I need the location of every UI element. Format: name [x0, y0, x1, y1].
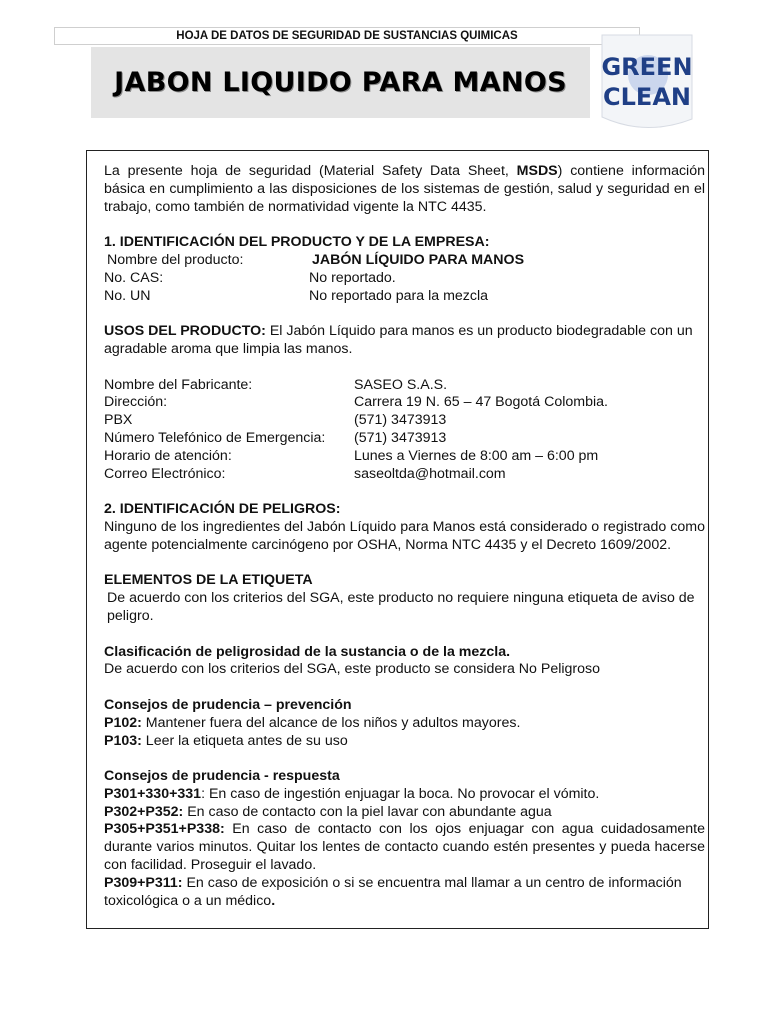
product-uses: USOS DEL PRODUCTO: El Jabón Líquido para manos es un producto biodegradable con un agradable aroma que limpia las manos.	[104, 323, 693, 357]
safety-sheet-content	[86, 150, 709, 929]
intro-paragraph: La presente hoja de seguridad (Material Safety Data Sheet, MSDS) contiene información básica en cumplimiento a las disposiciones de los sistemas de gestión, salud y seguridad en el trabajo, como también de normatividad vigente la NTC 4435.	[104, 163, 705, 215]
green-clean-logo	[596, 33, 696, 129]
prevention-item: P103: Leer la etiqueta antes de su uso	[104, 732, 348, 749]
section1-heading: 1. IDENTIFICACIÓN DEL PRODUCTO Y DE LA EMPRESA:	[104, 234, 490, 251]
product-title: JABON LIQUIDO PARA MANOS	[114, 67, 567, 98]
product-name-value: JABÓN LÍQUIDO PARA MANOS	[312, 251, 525, 268]
document-top-title: HOJA DE DATOS DE SEGURIDAD DE SUSTANCIAS QUIMICAS	[54, 27, 640, 45]
response-heading: Consejos de prudencia - respuesta	[104, 768, 340, 785]
manufacturer-row: Nombre del Fabricante: SASEO S.A.S.	[104, 376, 448, 393]
logo-line2: CLEAN	[603, 83, 691, 111]
response-item: P301+330+331: En caso de ingestión enjuagar la boca. No provocar el vómito.	[104, 785, 600, 802]
logo-line1: GREEN	[601, 53, 693, 81]
product-title-band	[91, 47, 590, 118]
product-name-label: Nombre del producto:	[107, 251, 244, 268]
un-value: No reportado para la mezcla	[309, 287, 489, 304]
cas-label: No. CAS:	[104, 269, 164, 286]
prevention-heading: Consejos de prudencia – prevención	[104, 696, 352, 713]
section2-text: Ninguno de los ingredientes del Jabón Líquido para Manos está considerado o registrado como agente potencialmente carcinógeno por OSHA, Norma NTC 4435 y el Decreto 1609/2002.	[104, 518, 705, 553]
section2-heading: 2. IDENTIFICACIÓN DE PELIGROS:	[104, 501, 341, 518]
response-item: P305+P351+P338: En caso de contacto con los ojos enjuagar con agua cuidadosamente durante varios minutos. Quitar los lentes de contacto cuando estén presentes y pueda hacerse con facilidad. Proseguir el lavado.	[104, 821, 705, 874]
address-row: Dirección: Carrera 19 N. 65 – 47 Bogotá Colombia.	[104, 394, 608, 411]
emergency-phone-row: Número Telefónico de Emergencia: (571) 3473913	[104, 429, 447, 446]
logo-graphic	[596, 33, 696, 129]
un-label: No. UN	[104, 287, 151, 304]
classification-heading: Clasificación de peligrosidad de la sustancia o de la mezcla.	[104, 643, 511, 660]
email-row: Correo Electrónico: saseoltda@hotmail.com	[104, 465, 506, 482]
uses-label: USOS DEL PRODUCTO:	[104, 323, 266, 340]
prevention-item: P102: Mantener fuera del alcance de los niños y adultos mayores.	[104, 714, 521, 731]
cas-value: No reportado.	[309, 269, 396, 286]
un-row	[104, 288, 705, 306]
label-elements-text: De acuerdo con los criterios del SGA, este producto no requiere ninguna etiqueta de aviso de peligro.	[107, 590, 695, 624]
pbx-row: PBX (571) 3473913	[104, 412, 447, 429]
label-elements-heading: ELEMENTOS DE LA ETIQUETA	[104, 572, 313, 589]
msds-term: MSDS	[516, 163, 558, 179]
product-name-row	[104, 252, 705, 270]
cas-row	[104, 270, 705, 288]
hours-row: Horario de atención: Lunes a Viernes de 8:00 am – 6:00 pm	[104, 447, 599, 464]
response-item: P309+P311: En caso de exposición o si se encuentra mal llamar a un centro de información toxicológica o a un médico.	[104, 874, 682, 909]
response-item: P302+P352: En caso de contacto con la piel lavar con abundante agua	[104, 803, 552, 820]
classification-text: De acuerdo con los criterios del SGA, este producto se considera No Peligroso	[104, 661, 601, 678]
